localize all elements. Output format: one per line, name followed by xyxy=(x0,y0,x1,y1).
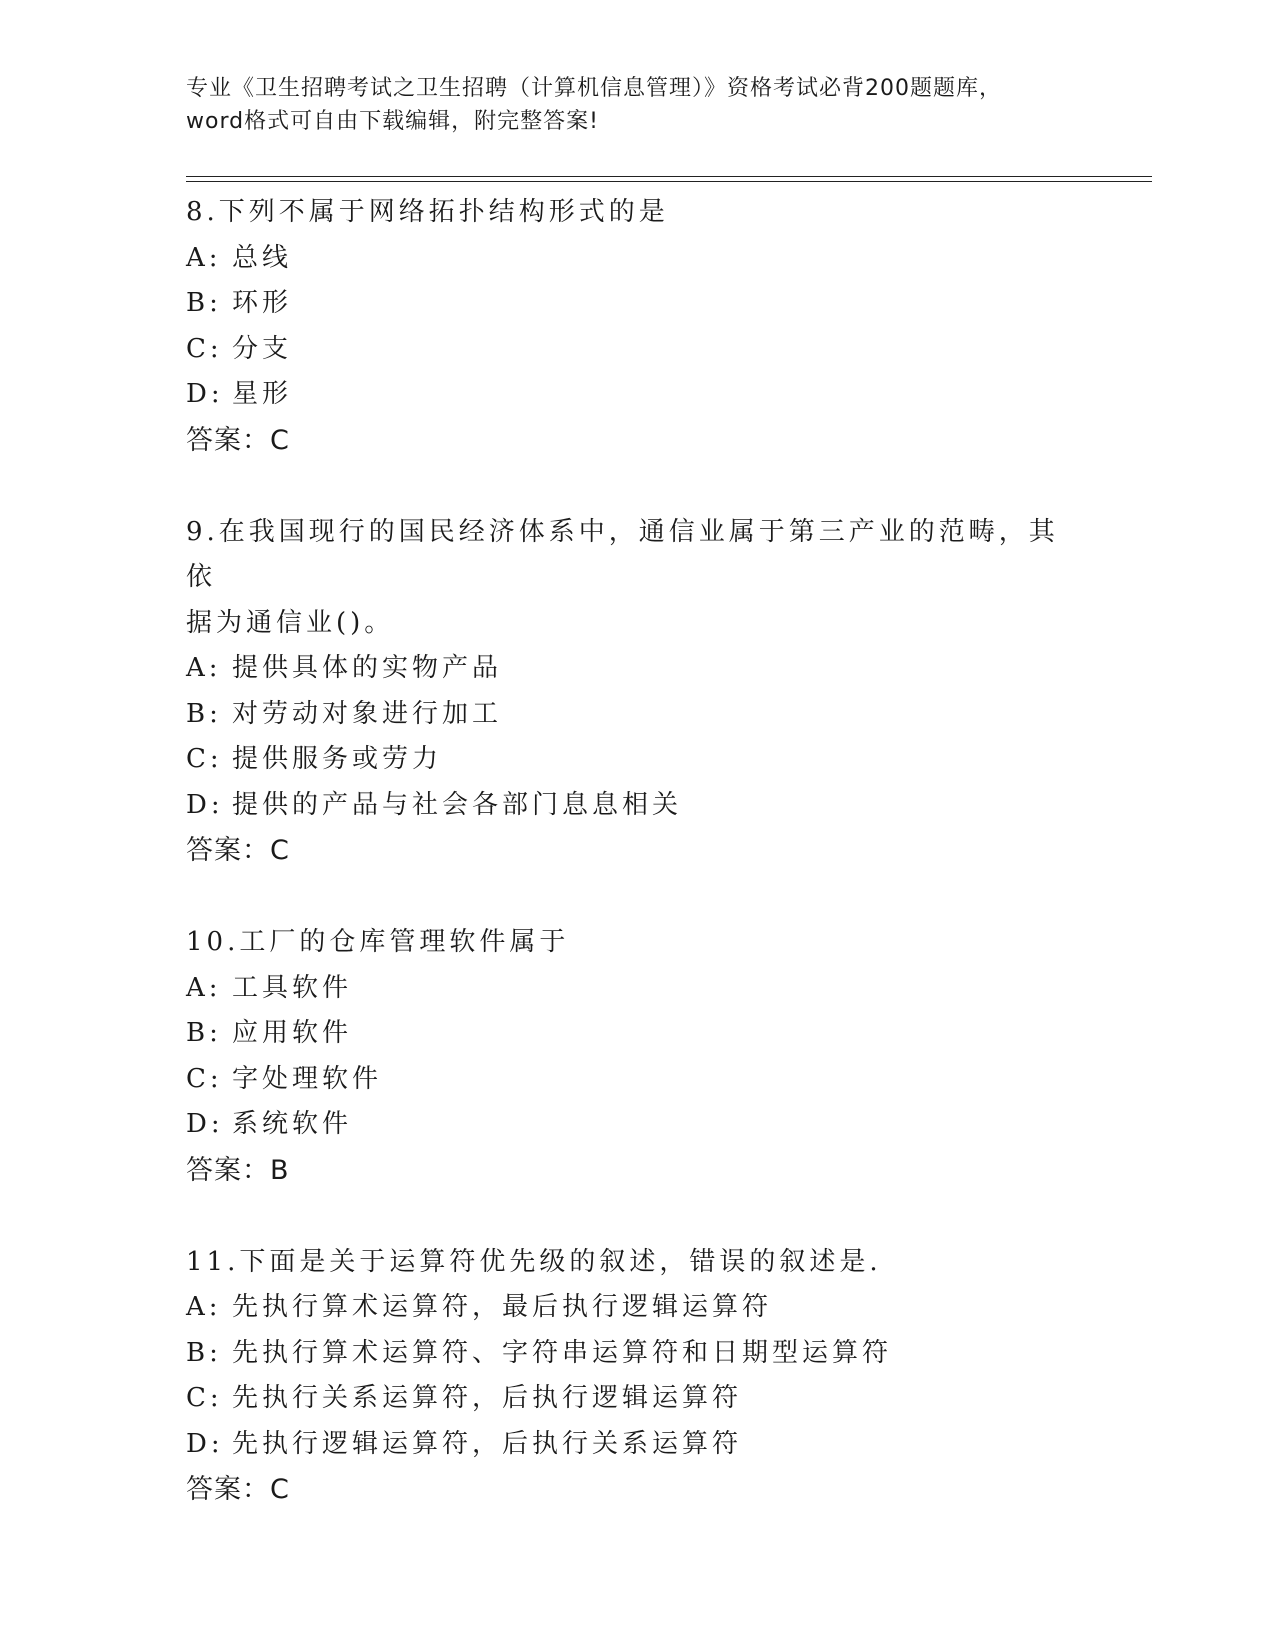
question-block xyxy=(186,920,1086,1194)
option-letter: B: xyxy=(186,1337,222,1368)
option-text: 提供具体的实物产品 xyxy=(232,653,503,683)
option-letter: B: xyxy=(186,288,222,318)
option-text: 环形 xyxy=(232,288,293,318)
option-letter: C: xyxy=(186,333,223,364)
answer-option xyxy=(186,1285,1086,1331)
option-letter: A: xyxy=(186,972,222,1003)
option-letter: C: xyxy=(186,1383,223,1413)
document-header xyxy=(186,72,1086,138)
answer-option xyxy=(186,1376,1086,1422)
answer-key: 答案：C xyxy=(186,1474,290,1505)
header-divider-top xyxy=(186,176,1152,177)
option-text: 提供的产品与社会各部门息息相关 xyxy=(232,789,683,820)
answer-option xyxy=(186,646,1086,692)
answer-key: 答案：B xyxy=(186,1154,290,1186)
answer-option xyxy=(186,737,1086,783)
option-letter: A: xyxy=(186,653,222,683)
question-block xyxy=(186,1240,1086,1514)
option-text: 对劳动对象进行加工 xyxy=(232,698,503,729)
answer-option xyxy=(186,1102,1086,1148)
option-letter: D: xyxy=(186,1428,224,1459)
option-text: 先执行逻辑运算符，后执行关系运算符 xyxy=(232,1428,743,1459)
answer-key: 答案：C xyxy=(186,835,290,866)
header-line-1: 专业《卫生招聘考试之卫生招聘（计算机信息管理）》资格考试必背200题题库， xyxy=(186,76,1002,101)
option-text: 先执行关系运算符，后执行逻辑运算符 xyxy=(232,1383,743,1413)
option-text: 字处理软件 xyxy=(232,1063,383,1094)
header-line-2: word格式可自由下载编辑，附完整答案! xyxy=(186,109,599,134)
option-letter: D: xyxy=(186,1109,224,1139)
option-letter: D: xyxy=(186,379,224,409)
option-text: 总线 xyxy=(232,242,293,273)
question-stem: 据为通信业()。 xyxy=(186,607,395,638)
answer-option xyxy=(186,327,1086,373)
question-stem: 10.工厂的仓库管理软件属于 xyxy=(186,927,570,957)
question-block xyxy=(186,510,1086,875)
answer-option xyxy=(186,783,1086,829)
option-letter: D: xyxy=(186,789,224,820)
option-text: 提供服务或劳力 xyxy=(232,744,443,774)
answer-option xyxy=(186,281,1086,327)
question-stem: 9.在我国现行的国民经济体系中，通信业属于第三产业的范畴，其依 xyxy=(186,516,1059,592)
option-text: 星形 xyxy=(232,379,293,409)
answer-option xyxy=(186,372,1086,418)
question-list xyxy=(186,190,1086,1559)
option-letter: C: xyxy=(186,1063,223,1094)
option-text: 分支 xyxy=(232,333,293,364)
question-stem: 8.下列不属于网络拓扑结构形式的是 xyxy=(186,197,669,227)
option-letter: A: xyxy=(186,242,222,273)
answer-option xyxy=(186,966,1086,1012)
question-stem: 11.下面是关于运算符优先级的叙述，错误的叙述是. xyxy=(186,1246,882,1277)
option-letter: C: xyxy=(186,744,223,774)
answer-option xyxy=(186,692,1086,738)
header-divider-bottom xyxy=(186,181,1152,182)
option-letter: B: xyxy=(186,698,222,729)
option-letter: B: xyxy=(186,1018,222,1048)
question-block xyxy=(186,190,1086,464)
answer-option xyxy=(186,1011,1086,1057)
answer-option xyxy=(186,1057,1086,1103)
option-text: 工具软件 xyxy=(232,972,353,1003)
option-text: 系统软件 xyxy=(232,1109,353,1139)
answer-option xyxy=(186,1422,1086,1468)
option-text: 先执行算术运算符，最后执行逻辑运算符 xyxy=(232,1292,773,1322)
option-text: 先执行算术运算符、字符串运算符和日期型运算符 xyxy=(232,1337,893,1368)
option-text: 应用软件 xyxy=(232,1018,353,1048)
option-letter: A: xyxy=(186,1292,222,1322)
answer-option xyxy=(186,236,1086,282)
answer-option xyxy=(186,1331,1086,1377)
answer-key: 答案：C xyxy=(186,424,290,456)
